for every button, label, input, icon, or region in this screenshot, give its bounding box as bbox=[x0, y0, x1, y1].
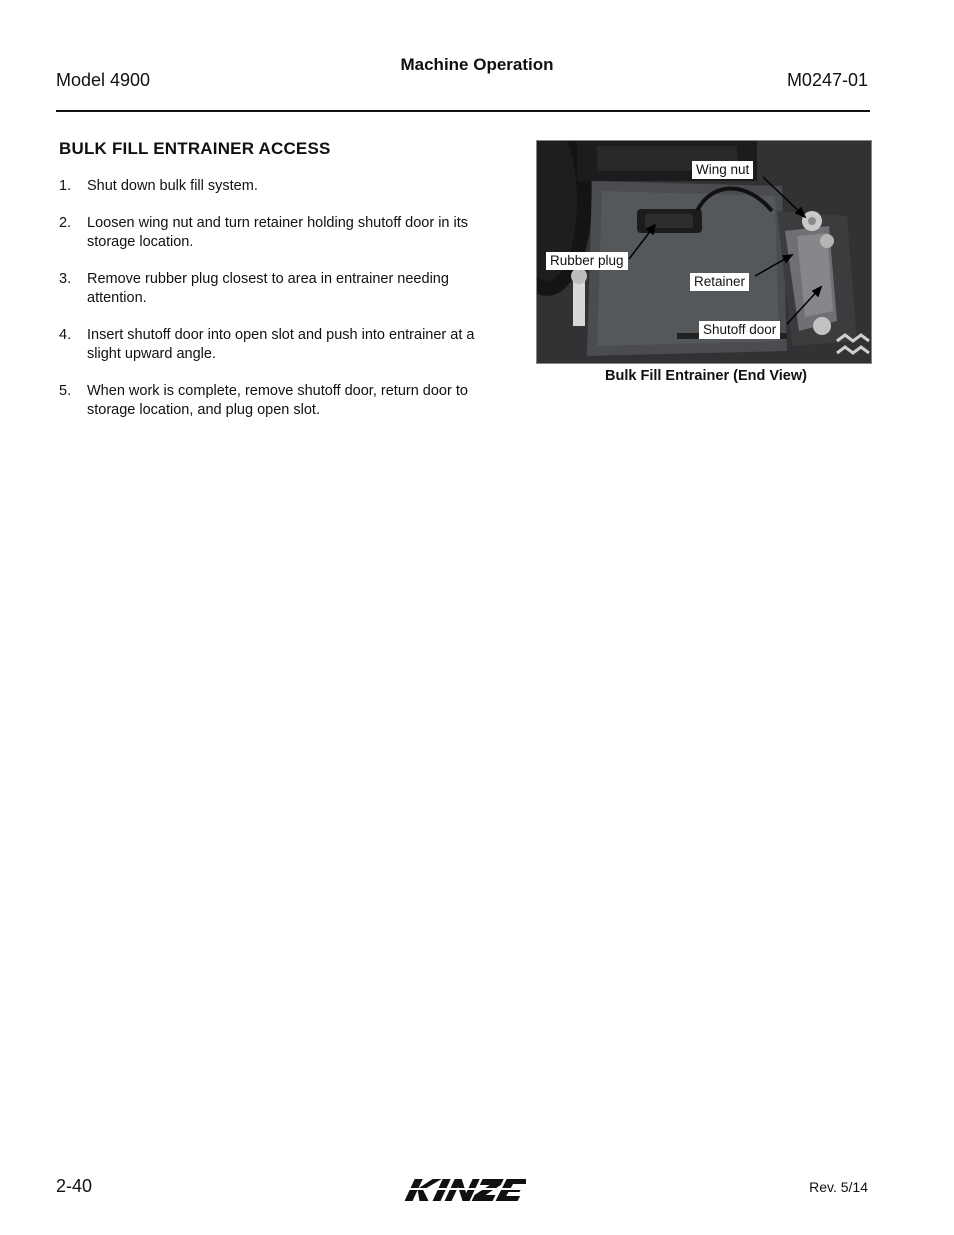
list-item bbox=[59, 270, 489, 308]
header-rule bbox=[56, 110, 870, 112]
callout-rubber-plug: Rubber plug bbox=[546, 252, 628, 270]
step-number: 3. bbox=[59, 271, 72, 287]
section-heading: Machine Operation bbox=[400, 55, 554, 74]
step-text: Loosen wing nut and turn retainer holding shutoff door in its storage location. bbox=[87, 215, 469, 250]
model-label: Model 4900 bbox=[56, 70, 151, 90]
page-number: 2-40 bbox=[56, 1176, 93, 1196]
step-text: When work is complete, remove shutoff door, return door to storage location, and plug open slot. bbox=[87, 383, 468, 418]
entrainer-photo bbox=[536, 140, 872, 364]
callout-wing-nut: Wing nut bbox=[692, 161, 753, 179]
list-item bbox=[59, 177, 489, 196]
step-number: 4. bbox=[59, 327, 72, 343]
list-item bbox=[59, 382, 489, 420]
step-number: 2. bbox=[59, 215, 72, 231]
page-title: BULK FILL ENTRAINER ACCESS bbox=[59, 139, 331, 158]
step-number: 1. bbox=[59, 178, 72, 194]
revision-label: Rev. 5/14 bbox=[809, 1179, 868, 1195]
list-item bbox=[59, 214, 489, 252]
callout-shutoff-door: Shutoff door bbox=[699, 321, 780, 339]
kinze-logo bbox=[402, 1175, 526, 1205]
step-number: 5. bbox=[59, 383, 72, 399]
step-text: Shut down bulk fill system. bbox=[87, 178, 258, 194]
step-text: Remove rubber plug closest to area in entrainer needing attention. bbox=[87, 271, 449, 306]
document-number: M0247-01 bbox=[786, 70, 868, 90]
list-item bbox=[59, 326, 489, 364]
figure-caption: Bulk Fill Entrainer (End View) bbox=[605, 368, 807, 384]
callout-retainer: Retainer bbox=[690, 273, 749, 291]
step-text: Insert shutoff door into open slot and push into entrainer at a slight upward angle. bbox=[87, 327, 475, 362]
procedure-steps bbox=[59, 177, 489, 438]
